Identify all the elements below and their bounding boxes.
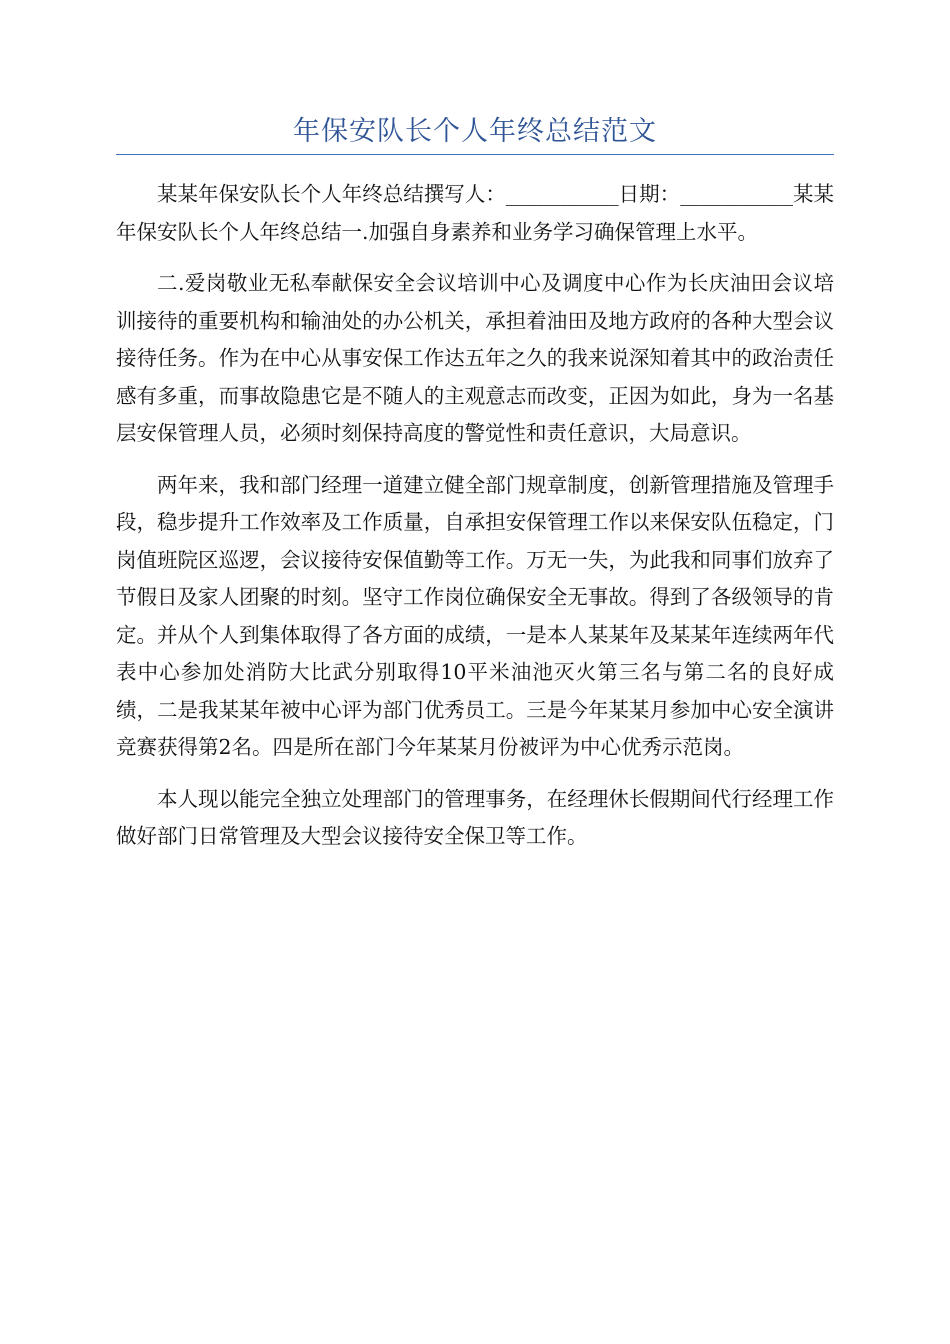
paragraph-4: 本人现以能完全独立处理部门的管理事务，在经理休长假期间代行经理工作做好部门日常管理及大型会议接待安全保卫等工作。 (116, 786, 834, 848)
document-body (116, 176, 834, 870)
paragraph-3: 两年来，我和部门经理一道建立健全部门规章制度，创新管理措施及管理手段，稳步提升工作效率及工作质量，自承担安保管理工作以来保安队伍稳定，门岗值班院区巡逻，会议接待安保值勤等工作。万无一失，为此我和同事们放弃了节假日及家人团聚的时刻。坚守工作岗位确保安全无事故。得到了各级领导的肯定。并从个人到集体取得了各方面的成绩，一是本人某某年及某某年连续两年代表中心参加处消防大比武分别取得10平米油池灭火第三名与第二名的良好成绩，二是我某某年被中心评为部门优秀员工。三是今年某某月参加中心安全演讲竞赛获得第2名。四是所在部门今年某某月份被评为中心优秀示范岗。 (116, 472, 834, 759)
title-underline (116, 154, 834, 155)
document-title: 年保安队长个人年终总结范文 (293, 116, 657, 147)
paragraph-1: 某某年保安队长个人年终总结撰写人：___________日期：___________某某年保安队长个人年终总结一.加强自身素养和业务学习确保管理上水平。 (116, 182, 834, 244)
paragraph-2: 二.爱岗敬业无私奉献保安全会议培训中心及调度中心作为长庆油田会议培训接待的重要机构和输油处的办公机关，承担着油田及地方政府的各种大型会议接待任务。作为在中心从事安保工作达五年之久的我来说深知着其中的政治责任感有多重，而事故隐患它是不随人的主观意志而改变，正因为如此，身为一名基层安保管理人员，必须时刻保持高度的警觉性和责任意识，大局意识。 (116, 271, 834, 445)
